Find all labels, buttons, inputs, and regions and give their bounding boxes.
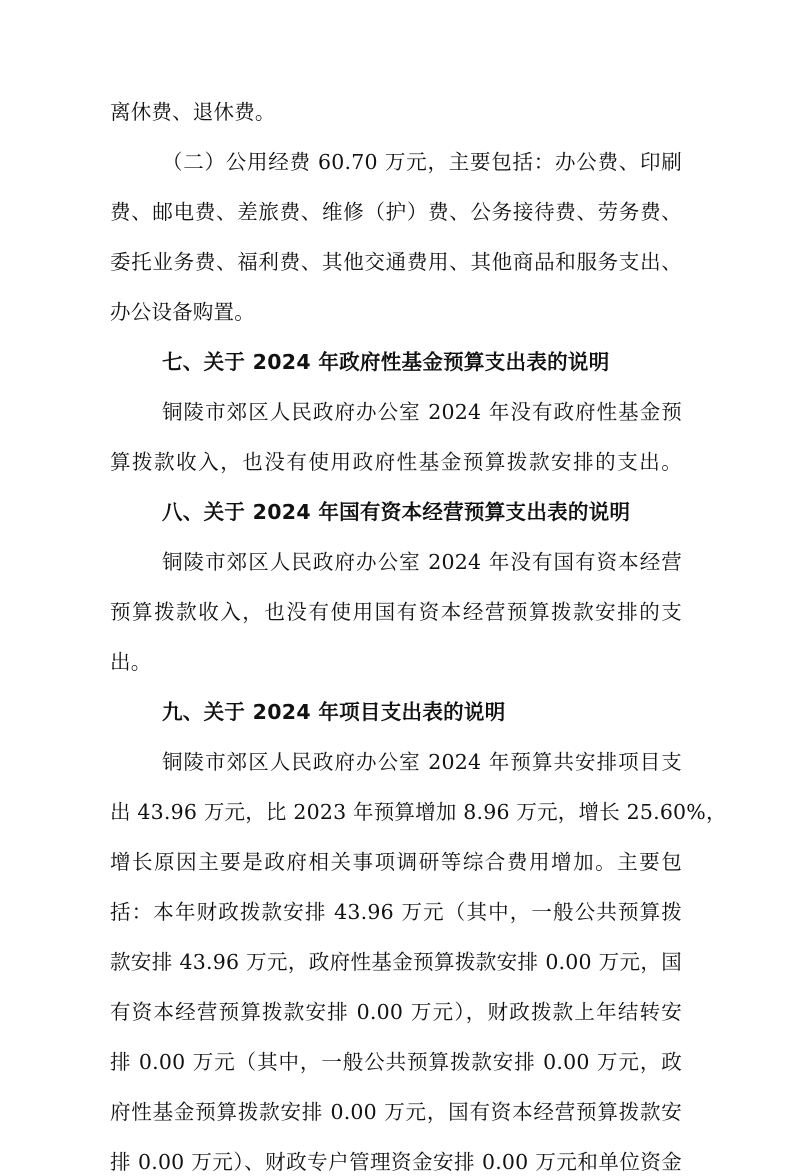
body-line: 办公设备购置。 bbox=[110, 300, 255, 324]
body-line: 费、邮电费、差旅费、维修（护）费、公务接待费、劳务费、 bbox=[110, 200, 682, 224]
body-line: 铜陵市郊区人民政府办公室 2024 年预算共安排项目支 bbox=[162, 750, 682, 774]
body-line: 委托业务费、福利费、其他交通费用、其他商品和服务支出、 bbox=[110, 250, 682, 274]
body-line: 款安排 43.96 万元，政府性基金预算拨款安排 0.00 万元，国 bbox=[110, 950, 682, 974]
body-line: 括：本年财政拨款安排 43.96 万元（其中，一般公共预算拨 bbox=[110, 900, 682, 924]
body-line: 铜陵市郊区人民政府办公室 2024 年没有国有资本经营 bbox=[162, 550, 682, 574]
body-line: 排 0.00 万元）、财政专户管理资金安排 0.00 万元和单位资金 bbox=[110, 1150, 682, 1174]
body-line: 增长原因主要是政府相关事项调研等综合费用增加。主要包 bbox=[110, 850, 682, 874]
section-heading-9: 九、关于 2024 年项目支出表的说明 bbox=[162, 700, 506, 724]
body-line: 预算拨款收入，也没有使用国有资本经营预算拨款安排的支 bbox=[110, 600, 682, 624]
body-line: 铜陵市郊区人民政府办公室 2024 年没有政府性基金预 bbox=[162, 400, 682, 424]
body-line: （二）公用经费 60.70 万元，主要包括：办公费、印刷 bbox=[162, 150, 682, 174]
section-heading-7: 七、关于 2024 年政府性基金预算支出表的说明 bbox=[162, 350, 610, 374]
body-line: 有资本经营预算拨款安排 0.00 万元），财政拨款上年结转安 bbox=[110, 1000, 682, 1024]
body-line: 府性基金预算拨款安排 0.00 万元，国有资本经营预算拨款安 bbox=[110, 1100, 682, 1124]
body-line: 算拨款收入，也没有使用政府性基金预算拨款安排的支出。 bbox=[110, 450, 682, 474]
body-line: 离休费、退休费。 bbox=[110, 100, 276, 124]
body-line: 出。 bbox=[110, 650, 152, 674]
section-heading-8: 八、关于 2024 年国有资本经营预算支出表的说明 bbox=[162, 500, 631, 524]
body-line: 排 0.00 万元（其中，一般公共预算拨款安排 0.00 万元，政 bbox=[110, 1050, 682, 1074]
body-line: 出 43.96 万元，比 2023 年预算增加 8.96 万元，增长 25.60%， bbox=[110, 800, 727, 824]
